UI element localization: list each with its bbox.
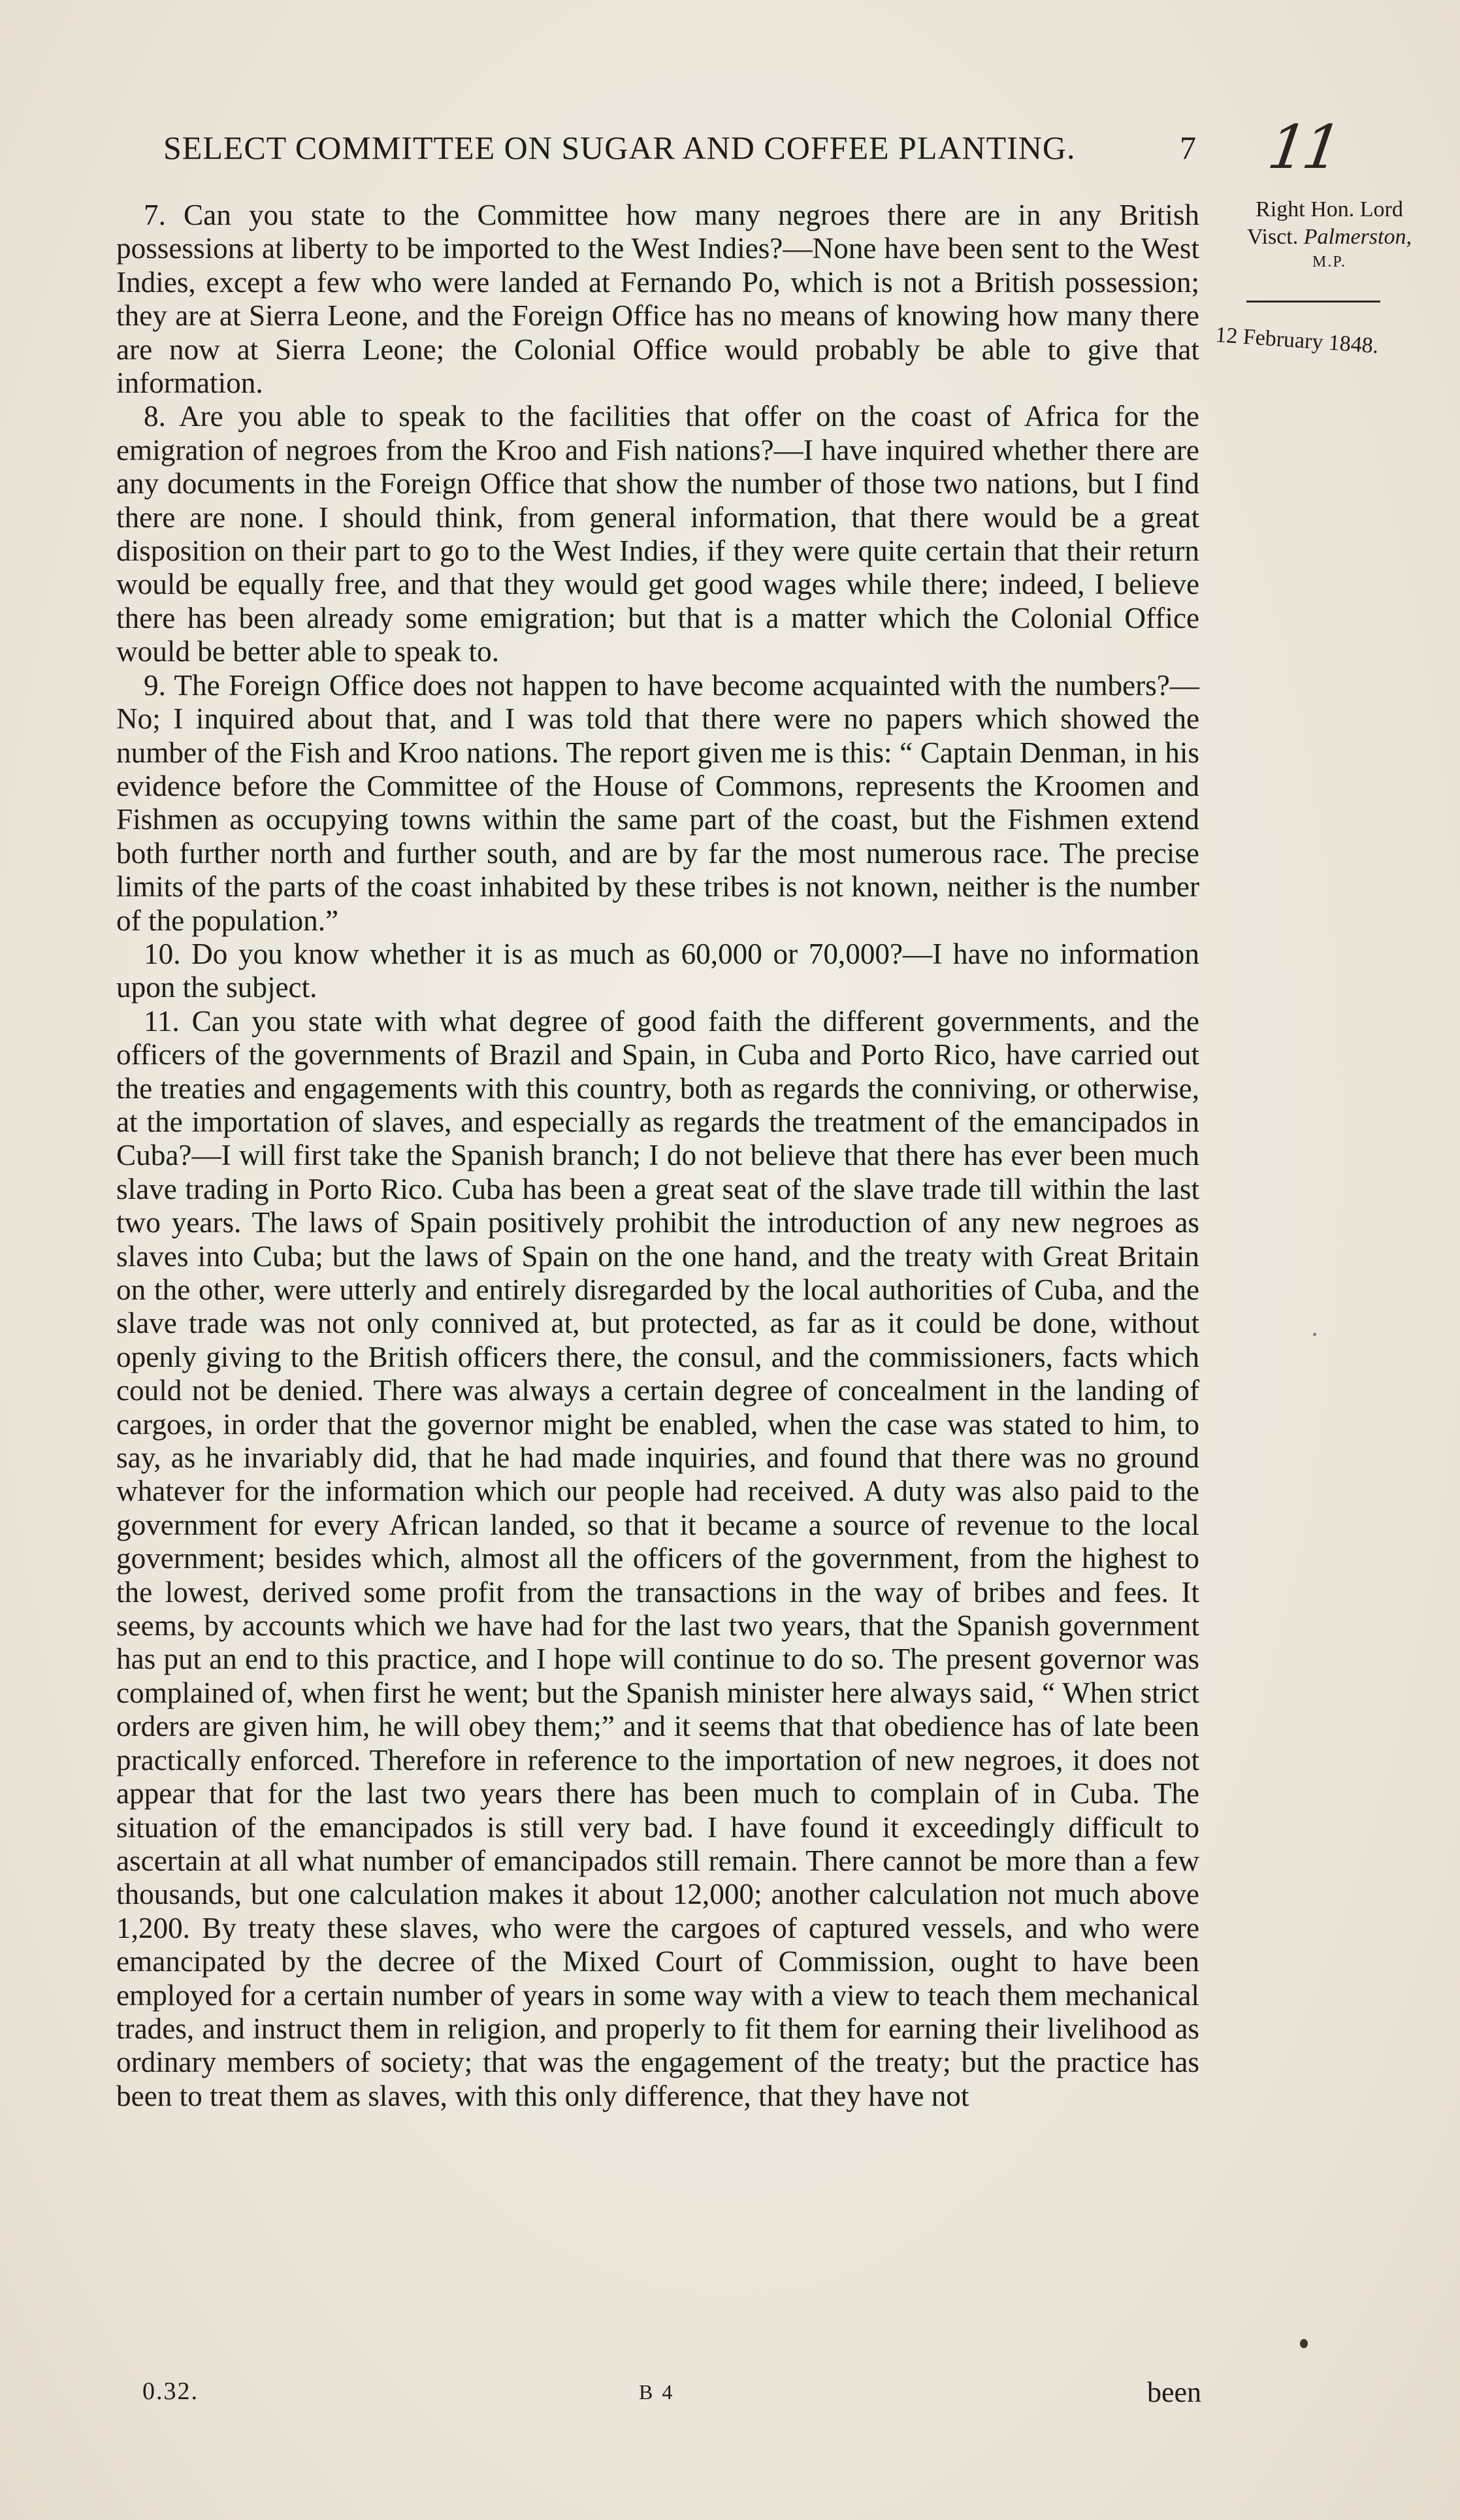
witness-name-prefix: Visct. [1246,225,1299,249]
footer-sheet-mark: B 4 [639,2380,675,2404]
sidenote-date: 12 February 1848. [1214,322,1380,359]
sidenote-divider [1246,301,1380,303]
question-11: 11. Can you state with what degree of good faith the different governments, and the officers of the governments of Brazil and Spain, in Cuba and Porto Rico, have carried out the treaties and engagements with this country, both as regards the conniving, or otherwise, at the importation of slaves, and especially as regards the treatment of the emancipados in Cuba?—I will first take the Spanish branch; I do not believe that there has ever been much slave trading in Porto Rico. Cuba has been a great seat of the slave trade till within the last two years. The laws of Spain positively prohibit the introduction of any new negroes as slaves into Cuba; but the laws of Spain on the one hand, and the treaty with Great Britain on the other, were utterly and entirely disregarded by the local authorities of Cuba, and the slave trade was not only connived at, but protected, as far as it could be done, without openly giving to the British officers there, the consul, and the commissioners, facts which could not be denied. There was always a certain degree of concealment in the landing of cargoes, in order that the governor might be enabled, when the case was stated to him, to say, as he invariably did, that he had made inquiries, and found that there was no ground whatever for the information which our people had received. A duty was also paid to the government for every African landed, so that it became a source of revenue to the local government; besides which, almost all the officers of the government, from the highest to the lowest, derived some profit from the transactions in the way of bribes and fees. It seems, by accounts which we have had for the last two years, that the Spanish government has put an end to this practice, and I hope will continue to do so. The present governor was complained of, when first he went; but the Spanish minister here always said, “ When strict orders are given him, he will obey them;” and it seems that that obedience has of late been practically enforced. Therefore in reference to the importation of new negroes, it does not appear that for the last two years there has been much to complain of in Cuba. The situation of the emancipados is still very bad. I have found it exceedingly difficult to ascertain at all what number of emancipados still remain. There cannot be more than a few thousands, but one calculation makes it about 12,000; another calculation not much above 1,200. By treaty these slaves, who were the cargoes of captured vessels, and who were emancipated by the decree of the Mixed Court of Commission, ought to have been employed for a certain number of years in some way with a view to teach them mechanical trades, and instruct them in religion, and properly to fit them for earning their livelihood as ordinary members of society; that was the engagement of the treaty; but the practice has been to treat them as slaves, with this only difference, that they have not [116,1004,1199,2112]
witness-name-surname: Palmerston, [1303,225,1412,249]
witness-name [1222,223,1437,251]
witness-title: Right Hon. Lord [1256,197,1403,221]
page-title: SELECT COMMITTEE ON SUGAR AND COFFEE PLANTING. [163,129,1076,166]
witness-postnominal: M.P. [1312,254,1347,270]
footer-signature: 0.32. [142,2378,199,2405]
question-8: 8. Are you able to speak to the facilities that offer on the coast of Africa for the emigration of negroes from the Kroo and Fish nations?—I have inquired whether there are any documents in the Foreign Office that show the number of those two nations, but I find there are none. I should think, from general information, that there would be a great disposition on their part to go to the West Indies, if they were quite certain that their return would be equally free, and that they would get good wages while there; indeed, I believe there has been already some emigration; but that is a matter which the Colonial Office would be better able to speak to. [116,400,1199,668]
running-head [163,128,1209,167]
paper-speck [1313,1333,1316,1336]
paper-speck [1300,2339,1308,2348]
footer-catchword: been [1147,2376,1202,2408]
handwritten-folio-number: 11 [1263,112,1342,182]
question-9: 9. The Foreign Office does not happen to have become acquainted with the numbers?—No; I inquired about that, and I was told that there were no papers which showed the number of the Fish and Kroo nations. The report given me is this: “ Captain Denman, in his evidence before the Committee of the House of Commons, represents the Kroomen and Fishmen as occupying towns within the same part of the coast, but the Fishmen extend both further north and further south, and are by far the most numerous race. The precise limits of the parts of the coast inhabited by these tribes is not known, neither is the number of the population.” [116,668,1199,937]
question-10: 10. Do you know whether it is as much as 60,000 or 70,000?—I have no information upon the subject. [116,937,1199,1004]
question-7: 7. Can you state to the Committee how many negroes there are in any British possessions at liberty to be imported to the West Indies?—None have been sent to the West Indies, except a few who were landed at Fernando Po, which is not a British possession; they are at Sierra Leone, and the Foreign Office has no means of knowing how many there are now at Sierra Leone; the Colonial Office would probably be able to give that information. [116,199,1199,400]
witness-sidenote [1222,196,1437,273]
evidence-text [116,199,1199,2113]
page-number: 7 [1180,129,1197,166]
